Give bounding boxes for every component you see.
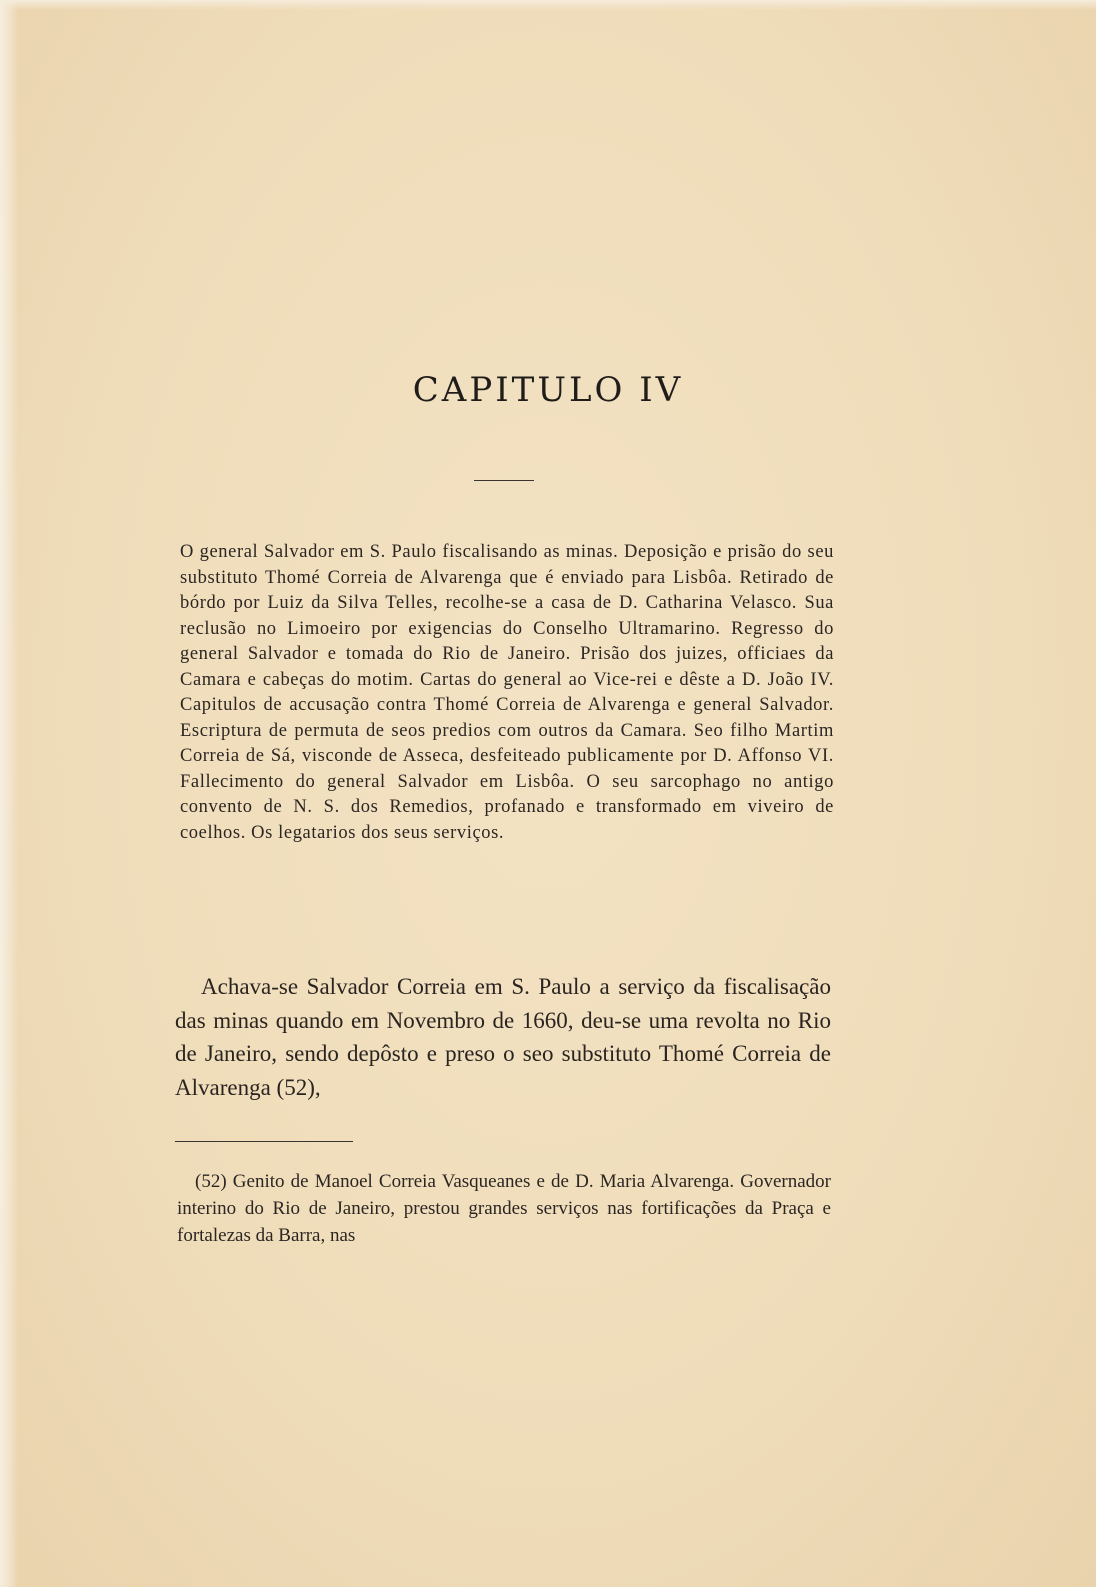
chapter-title: CAPITULO IV xyxy=(412,370,684,410)
footnote: (52) Genito de Manoel Correia Vasqueanes e de D. Maria Alvarenga. Governador interino do Rio de Janeiro, prestou grandes serviços nas fortificações da Praça e fortalezas da Barra, nas xyxy=(177,1171,831,1246)
page-edge xyxy=(0,0,18,1587)
chapter-summary: O general Salvador em S. Paulo fiscalisando as minas. Deposição e prisão do seu substituto Thomé Correia de Alvarenga que é enviado para Lisbôa. Retirado de bórdo por Luiz da Silva Telles, recolhe-se a casa de D. Catharina Velasco. Sua reclusão no Limoeiro por exigencias do Conselho Ultramarino. Regresso do general Salvador e tomada do Rio de Janeiro. Prisão dos juizes, officiaes da Camara e cabeças do motim. Cartas do general ao Vice-rei e dêste a D. João IV. Capitulos de accusação contra Thomé Correia de Alvarenga e general Salvador. Escriptura de permuta de seos predios com outros da Camara. Seo filho Martim Correia de Sá, visconde de Asseca, desfeiteado publicamente por D. Affonso VI. Fallecimento do general Salvador em Lisbôa. O seu sarcophago no antigo convento de N. S. dos Remedios, profanado e transformado em viveiro de coelhos. Os legatarios dos seus serviços. xyxy=(180,542,834,843)
title-divider xyxy=(474,480,534,481)
footnote-divider xyxy=(175,1141,353,1142)
body-paragraph: Achava-se Salvador Correia em S. Paulo a serviço da fiscalisação das minas quando em Novembro de 1660, deu-se uma revolta no Rio de Janeiro, sendo depôsto e preso o seo substituto Thomé Correia de Alvarenga (52), xyxy=(175,974,831,1100)
page-edge-top xyxy=(0,0,1096,10)
